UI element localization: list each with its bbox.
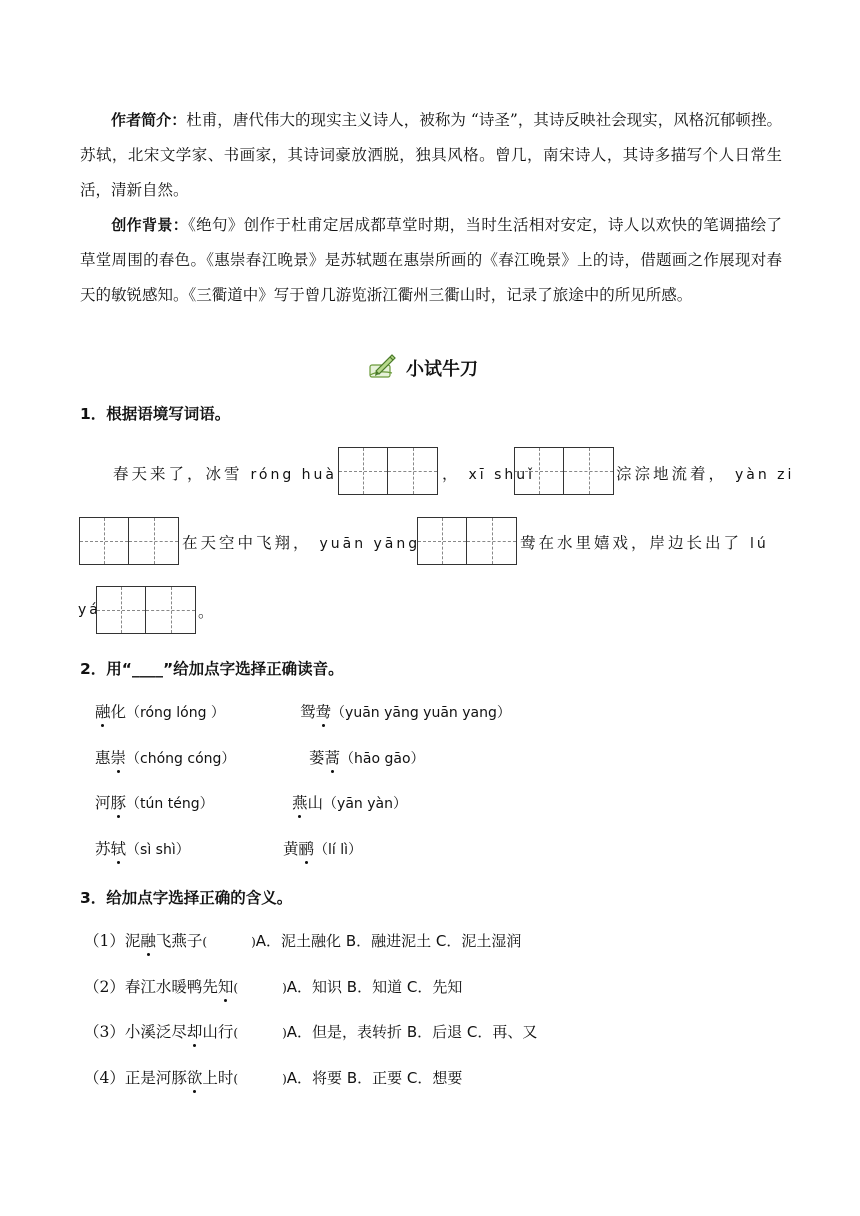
q2-item[interactable] bbox=[309, 746, 425, 768]
q2-dotted-char: 蒿 bbox=[325, 746, 341, 768]
q1-text-3: 淙淙地流着， bbox=[616, 465, 728, 483]
pen-writing-icon bbox=[366, 351, 398, 386]
q1-text-6: 。 bbox=[198, 603, 217, 621]
q3-item bbox=[84, 1066, 462, 1088]
q2-word-pre: 苏 bbox=[95, 840, 111, 858]
answer-cell[interactable] bbox=[564, 448, 613, 494]
answer-cell[interactable] bbox=[418, 518, 467, 564]
background-label: 创作背景： bbox=[111, 216, 189, 234]
q2-dotted-char: 轼 bbox=[111, 837, 127, 859]
q3-left-paren: ( bbox=[202, 935, 208, 949]
q2-pinyin-options[interactable]: （yuān yāng yuān yang） bbox=[331, 705, 511, 721]
q2-word-post: 化 bbox=[110, 703, 127, 721]
q3-left-paren: ( bbox=[233, 981, 239, 995]
answer-box-yuanyang[interactable] bbox=[417, 517, 517, 565]
q1-line-1-start bbox=[113, 462, 337, 484]
q1-line-2-end bbox=[520, 531, 769, 553]
q1-pinyin-xishui: xī shuǐ bbox=[468, 467, 536, 483]
q3-left-paren: ( bbox=[233, 1026, 239, 1040]
q1-pinyin-lu: lú bbox=[749, 536, 769, 552]
q3-item bbox=[84, 975, 462, 997]
q2-pinyin-options[interactable]: （tún téng） bbox=[126, 796, 214, 812]
q3-item bbox=[84, 1020, 537, 1042]
q2-word-pre: 河 bbox=[95, 794, 111, 812]
q2-item[interactable] bbox=[95, 746, 235, 768]
q1-text-5: 鸯在水里嬉戏，岸边长出了 bbox=[520, 534, 743, 552]
background-text: 《绝句》创作于杜甫定居成都草堂时期，当时生活相对安定，诗人以欢快的笔调描绘了草堂周围的春色。《惠崇春江晚景》是苏轼题在惠崇所画的《春江晚景》上的诗，借题画之作展现对春天的敏锐感知。《三衢道中》写于曾几游览浙江衢州三衢山时，记录了旅途中的所见所感。 bbox=[80, 216, 782, 304]
q2-pinyin-options[interactable]: （sì shì） bbox=[126, 842, 190, 858]
q1-pinyin-ya: yá bbox=[78, 602, 101, 618]
answer-box-luya[interactable] bbox=[96, 586, 196, 634]
q2-item[interactable] bbox=[283, 837, 362, 859]
q3-dotted-char: 欲 bbox=[187, 1066, 203, 1088]
q2-word-pre: 蒌 bbox=[309, 749, 325, 767]
answer-cell[interactable] bbox=[339, 448, 388, 494]
answer-cell[interactable] bbox=[515, 448, 564, 494]
answer-cell[interactable] bbox=[97, 587, 146, 633]
q1-heading: 1．根据语境写词语。 bbox=[80, 405, 231, 423]
q2-word-post: 山 bbox=[307, 794, 324, 812]
q3-dotted-char: 却 bbox=[187, 1020, 203, 1042]
q2-dotted-char: 融 bbox=[95, 700, 111, 722]
q2-dotted-char: 豚 bbox=[111, 791, 127, 813]
q3-phrase-pre: 正是河豚 bbox=[124, 1069, 187, 1087]
author-intro-text: 杜甫，唐代伟大的现实主义诗人，被称为 “诗圣”，其诗反映社会现实，风格沉郁顿挫。苏轼，北宋文学家、书画家，其诗词豪放洒脱，独具风格。曾几，南宋诗人，其诗多描写个人日常生活，清新自然。 bbox=[80, 111, 782, 199]
q2-pinyin-options[interactable]: （lí lì） bbox=[314, 842, 363, 858]
q1-line-1-end bbox=[616, 462, 794, 484]
answer-box-ronghua[interactable] bbox=[338, 447, 438, 495]
q2-dotted-char: 鸯 bbox=[316, 700, 332, 722]
q2-item[interactable] bbox=[95, 791, 214, 813]
q1-text-4: 在天空中飞翔， bbox=[182, 534, 312, 552]
answer-box-yanzi[interactable] bbox=[79, 517, 179, 565]
q3-dotted-char: 知 bbox=[218, 975, 234, 997]
q3-item-number: （3） bbox=[84, 1023, 125, 1041]
q3-right-paren: ) bbox=[282, 1072, 287, 1086]
q2-item[interactable] bbox=[292, 791, 407, 813]
q1-line-3-end bbox=[198, 600, 217, 622]
q1-pinyin-yanzi: yàn zi bbox=[734, 467, 795, 483]
q1-text-2: ， bbox=[442, 465, 461, 483]
q1-text-1: 春天来了，冰雪 bbox=[113, 465, 243, 483]
q2-pinyin-options[interactable]: （chóng cóng） bbox=[126, 751, 236, 767]
q3-heading: 3．给加点字选择正确的含义。 bbox=[80, 889, 293, 907]
q3-options: A．但是，表转折 B．后退 C．再、又 bbox=[286, 1023, 538, 1041]
q1-pinyin-yuanyang: yuān yāng bbox=[319, 536, 421, 552]
q2-dotted-char: 鹂 bbox=[299, 837, 315, 859]
answer-cell[interactable] bbox=[129, 518, 178, 564]
q2-item[interactable] bbox=[95, 837, 190, 859]
q3-right-paren: ) bbox=[282, 981, 287, 995]
q3-options: A．泥土融化 B．融进泥土 C．泥土湿润 bbox=[255, 932, 522, 950]
answer-cell[interactable] bbox=[388, 448, 437, 494]
q3-phrase-pre: 小溪泛尽 bbox=[124, 1023, 187, 1041]
q2-item[interactable] bbox=[300, 700, 511, 722]
q1-line-2-middle bbox=[182, 531, 420, 553]
q2-pinyin-options[interactable]: （hāo gāo） bbox=[340, 751, 425, 767]
q3-phrase-pre: 春江水暖鸭先 bbox=[124, 978, 218, 996]
section-title-text: 小试牛刀 bbox=[406, 359, 478, 380]
q2-word-pre: 鸳 bbox=[300, 703, 316, 721]
answer-cell[interactable] bbox=[467, 518, 516, 564]
q3-phrase-post: 山行 bbox=[202, 1023, 234, 1041]
q3-dotted-char: 融 bbox=[140, 929, 156, 951]
q3-options: A．将要 B．正要 C．想要 bbox=[286, 1069, 463, 1087]
answer-cell[interactable] bbox=[146, 587, 195, 633]
background-paragraph bbox=[80, 208, 782, 313]
q3-item-number: （1） bbox=[84, 932, 125, 950]
author-intro-paragraph bbox=[80, 103, 782, 208]
q2-word-pre: 惠 bbox=[95, 749, 111, 767]
q3-phrase-post: 飞燕子 bbox=[155, 932, 203, 950]
answer-box-xishui[interactable] bbox=[514, 447, 614, 495]
q2-pinyin-options[interactable]: （róng lóng ） bbox=[126, 705, 225, 721]
author-intro-label: 作者简介： bbox=[111, 111, 187, 129]
q2-pinyin-options[interactable]: （yān yàn） bbox=[323, 796, 407, 812]
q3-options: A．知识 B．知道 C．先知 bbox=[286, 978, 463, 996]
q3-phrase-post: 上时 bbox=[202, 1069, 234, 1087]
q3-right-paren: ) bbox=[282, 1026, 287, 1040]
section-title bbox=[366, 350, 478, 386]
q3-item-number: （2） bbox=[84, 978, 125, 996]
q3-item-number: （4） bbox=[84, 1069, 125, 1087]
q2-word-pre: 黄 bbox=[283, 840, 299, 858]
q2-dotted-char: 崇 bbox=[111, 746, 127, 768]
q3-left-paren: ( bbox=[233, 1072, 239, 1086]
q3-phrase-pre: 泥 bbox=[124, 932, 141, 950]
q3-item bbox=[84, 929, 521, 951]
answer-cell[interactable] bbox=[80, 518, 129, 564]
q2-heading: 2．用“____”给加点字选择正确读音。 bbox=[80, 660, 344, 678]
q2-item[interactable] bbox=[95, 700, 225, 722]
q1-pinyin-ronghua: róng huà bbox=[250, 467, 338, 483]
q2-dotted-char: 燕 bbox=[292, 791, 308, 813]
q3-right-paren: ) bbox=[251, 935, 256, 949]
